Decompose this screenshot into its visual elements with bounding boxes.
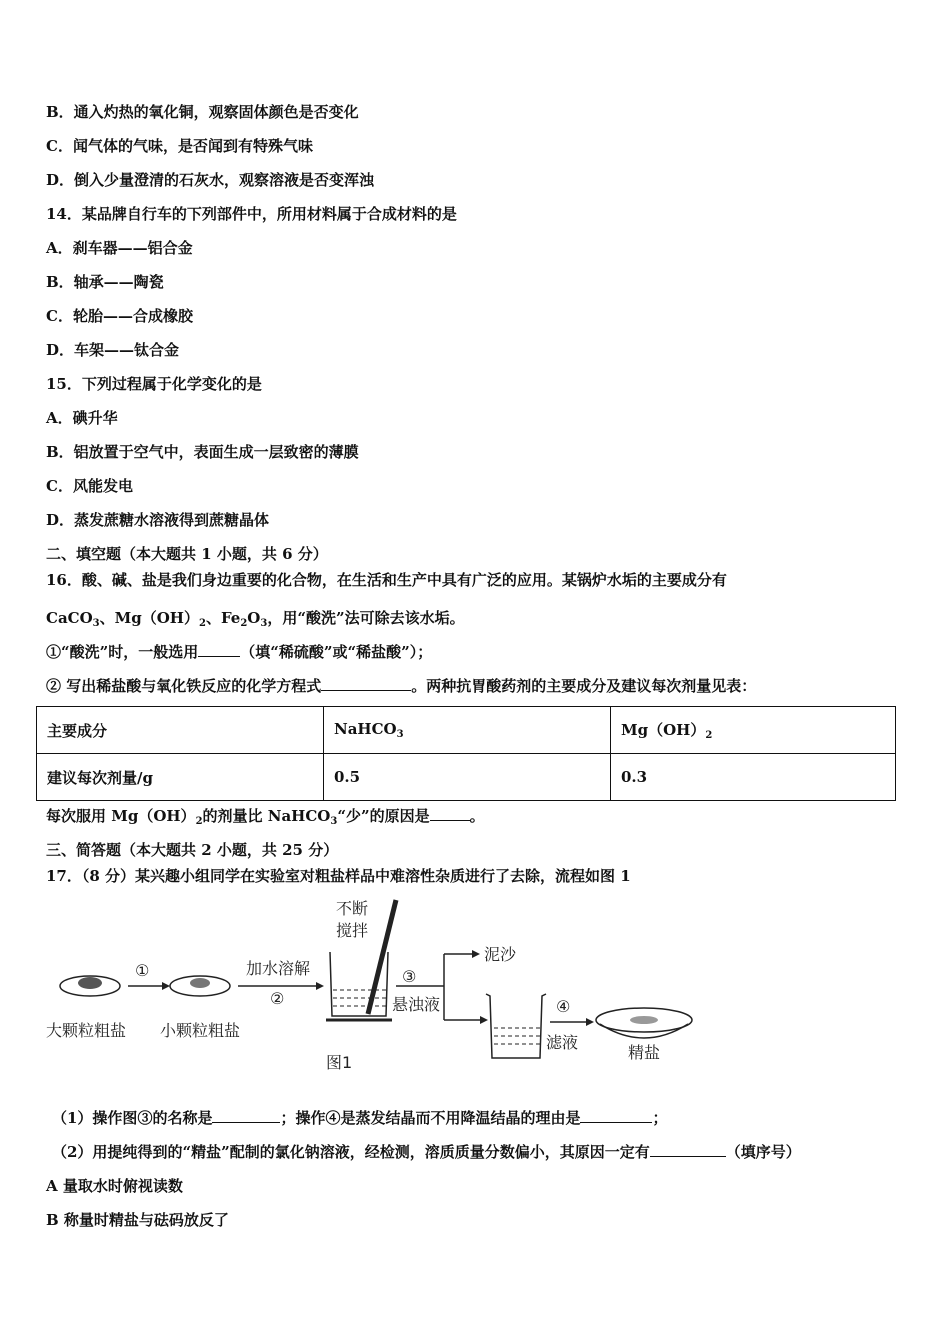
table-header-nahco3: NaHCO$_3$ [324,707,611,754]
filtrate-beaker-icon [486,994,546,1058]
figure-caption: 图1 [326,1053,353,1072]
q15-option-b: B．铝放置于空气中，表面生成一层致密的薄膜 [46,443,359,461]
q13-option-b: B．通入灼热的氧化铜，观察固体颜色是否变化 [46,103,359,121]
table-header-mgoh2: $Mg(OH)_2$ [611,707,896,754]
big-salt-dish-icon [60,976,120,996]
table-row [37,754,896,801]
filtrate-label: 滤液 [546,1033,579,1052]
q15-stem: 15．下列过程属于化学变化的是 [46,375,262,393]
q15-option-a: A．碘升华 [46,409,118,427]
q17-part-1: （1）操作图③的名称是 ；操作④是蒸发结晶而不用降温结晶的理由是 ； [52,1109,668,1127]
q16-part-1: ①“酸洗”时，一般选用 （填“稀硫酸”或“稀盐酸”）； [46,643,433,661]
q16-part-3: 每次服用 $Mg(OH)_2$的剂量比 NaHCO$_3$“少”的原因是 。 [46,807,485,827]
beaker-stirring-icon [326,900,396,1020]
table-header-component: 主要成分 [37,707,324,754]
big-salt-label: 大颗粒粗盐 [46,1021,127,1040]
q15-option-c: C．风能发电 [46,477,133,495]
answer-blank[interactable] [650,1142,726,1157]
arrow-step-1 [128,982,170,990]
q17-option-a: A 量取水时俯视读数 [46,1177,183,1195]
suspension-label: 悬浊液 [392,995,441,1014]
q13-option-d: D．倒入少量澄清的石灰水，观察溶液是否变浑浊 [46,171,375,189]
salt-purification-diagram [40,892,720,1077]
q16-components: CaCO$_3$、$Mg(OH)_2$、$Fe_2O_3$，用“酸洗”法可除去该水垢。 [46,609,465,629]
stir-label-top: 不断 [336,899,369,918]
q14-option-b: B．轴承——陶瓷 [46,273,164,291]
q17-stem: 17．（8 分）某兴趣小组同学在实验室对粗盐样品中难溶性杂质进行了去除，流程如图 1 [46,867,631,885]
section-3-heading: 三、简答题（本大题共 2 小题，共 25 分） [46,841,339,859]
table-cell-mgoh2-dose: 0.3 [611,754,896,801]
answer-blank[interactable] [580,1108,652,1123]
q14-option-a: A．刹车器——铝合金 [46,239,193,257]
dosage-table [36,706,896,801]
answer-blank[interactable] [198,642,240,657]
q15-option-d: D．蒸发蔗糖水溶液得到蔗糖晶体 [46,511,270,529]
table-cell-dose-label: 建议每次剂量/g [37,754,324,801]
q14-option-d: D．车架——钛合金 [46,341,180,359]
q13-option-c: C．闻气体的气味，是否闻到有特殊气味 [46,137,313,155]
answer-blank[interactable] [212,1108,280,1123]
add-water-label: 加水溶解 [246,959,311,978]
q17-option-b: B 称量时精盐与砝码放反了 [46,1211,229,1229]
small-salt-dish-icon [170,976,230,996]
q14-option-c: C．轮胎——合成橡胶 [46,307,193,325]
evaporating-dish-icon [596,1008,692,1038]
step-1-label: ① [135,961,150,980]
step-3-label: ③ [402,967,417,986]
q14-stem: 14．某品牌自行车的下列部件中，所用材料属于合成材料的是 [46,205,457,223]
table-cell-nahco3-dose: 0.5 [324,754,611,801]
q16-part-2: ② 写出稀盐酸与氧化铁反应的化学方程式 。两种抗胃酸药剂的主要成分及建议每次剂量见表： [46,677,757,695]
q16-stem: 16．酸、碱、盐是我们身边重要的化合物，在生活和生产中具有广泛的应用。某锅炉水垢的主要成分有 [46,571,727,589]
fine-salt-label: 精盐 [628,1043,661,1062]
arrow-step-4 [550,1018,594,1026]
sand-label: 泥沙 [484,945,517,964]
stir-label-bottom: 搅拌 [336,921,369,940]
q17-part-2: （2）用提纯得到的“精盐”配制的氯化钠溶液，经检测，溶质质量分数偏小，其原因一定有 （填序号） [52,1143,801,1161]
step-4-label: ④ [556,997,571,1016]
section-2-heading: 二、填空题（本大题共 1 小题，共 6 分） [46,545,328,563]
answer-blank[interactable] [430,806,470,821]
answer-blank[interactable] [321,676,411,691]
small-salt-label: 小颗粒粗盐 [160,1021,241,1040]
table-row [37,707,896,754]
step-2-label: ② [270,989,285,1008]
